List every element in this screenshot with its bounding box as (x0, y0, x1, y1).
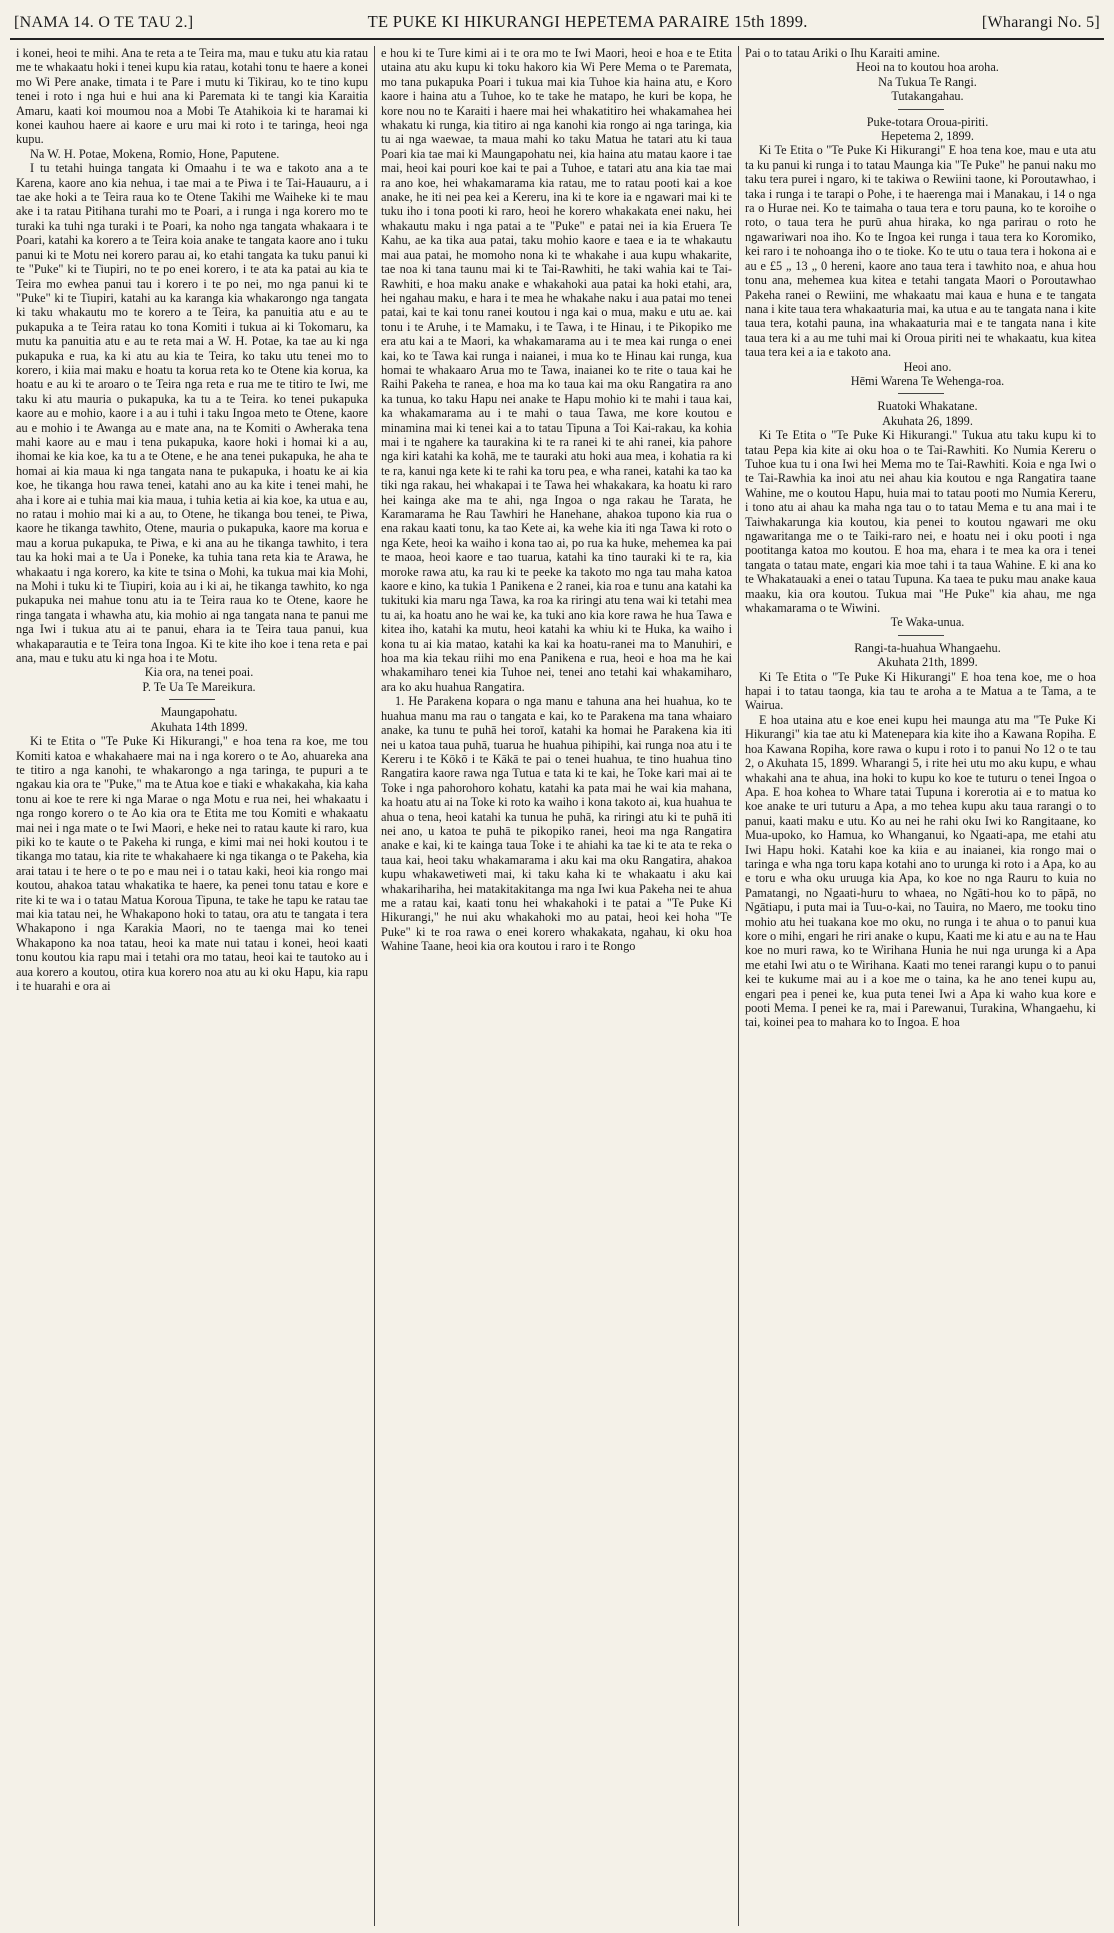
letter-ruatoki: Ki Te Etita o "Te Puke Ki Hikurangi." Tukua atu taku kupu ki to tatau Pepa kia kite ai oku hoa o te Tai-Rawhiti. Ko Numia Kereru o Tuhoe kua tu i ona Iwi hei Mema mo te Tai-Rawhiti. Koia e nga Iwi o te Tai-Rawhia ka inoi atu nei ahau kia koutou e nga Rangatira taane Wahine, me o koutou Hapu, huia mai to tatau pooti mo Numia Kereru, i tono atu ai ahau ka maha nga tau o to tatau Mema e tu ana mai i te Taiwhakarunga kia koutou, kia penei to koutou ngawari me oku ngawaritanga me o te Taiki-raro nei, e hoatu nei i oku pooti i nga pootitanga katoa mo koutou. E hoa ma, ehara i te mea ka ora i tenei tangata o tatau mate, engari kia moe tahi i ta taua Wahine. E ki ana ko te Whakatauaki a enei o tatau Tupuna. Ka taea te puku mau anake kaua maaku, kia ora koutou. Tukua mai "He Puke" kia ahau, me nga whakamarama o te Wiwini. (745, 428, 1096, 616)
letter-closing: Heoi na to koutou hoa aroha. (856, 60, 999, 75)
columns (10, 46, 1104, 1926)
letter-closing: Kia ora, na tenei poai. (144, 665, 254, 680)
letter-date: Akuhata 14th 1899. (150, 719, 248, 734)
letter-signature: Na W. H. Potae, Mokena, Romio, Hone, Paputene. (30, 146, 280, 161)
letter-whangaehu-body: E hoa utaina atu e koe enei kupu hei maunga atu ma "Te Puke Ki Hikurangi" kia tae atu ki Matenepara kia kite iho a Kawana Ropiha. E hoa Kawana Ropiha, kore rawa o kupu i roto i to panui No 12 o te tau 2, o Akuhata 15, 1899. Wharangi 5, i rite hei utu mo aku kupu, e whau whakahi ana te ahua, ina hoki to kupu ko koe te tuturu o tenei Ingoa o Apa. E hoa kohea to Whare tatai Tupuna i korerotia ai e to matua ko koe anake te uri tuturu a Apa, a mo tehea kupu aku taua rarangi o to panui, kaati maku e utu. Ko au nei he rahi oku Iwi ko Rangitaane, ko Mua-upoko, ko Hamua, ko Whanganui, ko Ngaati-apa, me etahi atu Iwi Hapu hoki. Katahi koe ka kiia e au inaianei, kia rongo mai o taringa e wha nga toru kapa kotahi ano to urunga ki roto i a Apa, ko au e toru e wha oku uruuga kia Apa, ko koe no nga Rauru to kuia no Pamatangi, no Ngaati-huru to whaea, no Ngāti-hou ko to pāpā, no Ngātiapu, i puta mai ia Tuu-o-kai, no Tauira, no Maero, me tooku tino mohio atu hei tuakana koe mo oku, no runga i te ahua o to panui kua kore o mihi, engari he riri anake o kupu, Kaati me ki atu e au na te Hau koe no muri rawa, ko te Wirihana Hunia he nui nga urunga ki a Apa me etahi Iwi atu o te Wirihana. Kaati mo tenei rarangi kupu o to panui kei te kukume mai au i a koe me o taina, ka he ano tenei kupu au, engari pea i penei ke, kua puta tenei Iwi a Apa ki waho kua kore e pooti Mema. I penei ke ra, mai i Parewanui, Turakina, Whangaehu, ki tai, koinei pea to mahara ko to Ingoa. E hoa (745, 712, 1096, 1030)
letter-place-heading: Rangi-ta-huahua Whangaehu. (854, 640, 1001, 655)
letter-place-heading: Maungapohatu. (160, 705, 238, 720)
issue-number: [NAMA 14. O TE TAU 2.] (14, 14, 194, 31)
column-2 (374, 46, 738, 1926)
letter-omaahu: I tu tetahi huinga tangata ki Omaahu i te wa e takoto ana a te Karena, kaore ano kia nehua, i tae mai a te Piwa i te Tai-Hauauru, a i tae ake hoki a te Teira raua ko te Otene Takihi me Waiheke ki te mau ake i ta ratau Pitihana turahi mo te Poari, a i runga i nga korero mo te turaki ka tuhi nga turaki i te Poari, ka noho nga tangata whakaara i te Poari, katahi ka korero a te Teira koia anake te tangata kaore ano i tuku panui ki te Motu nei korero parau ai, ko etahi tangata ka tuku panui ki te "Puke" ki te Tiupiri, no te po enei korero, i te ata ka patai au kia te Teira mo ewhea panui tau i korero i te po nei, mo nga panui ki te "Puke" ki te Tiupiri, katahi au ka karanga kia whakarongo nga tangata ki taku whakautu mo te korero a te Teira, ka panuitia atu e au te pukapuka a te Teira ratau ko tona Komiti i tukua ai ki Tokomaru, ka mutu ka panuitia atu e au te reta mai a W. H. Potae, ka tae au ki nga pukapuka e rua, ka ki atu au kia te Teira, ko taku utu tenei mo to korero, i kiia mai maku e hoatu ta korua reta ko te Otene kia korua, ka hoatu e au ki te aroaro o te Teira nga reta e rua me te titiro te Iwi, me taku ki atu mauria o pukapuka, ka tu a te Teira. ko tenei pukapuka kaore au e mohio, kaore i a au i tuhi i taku Ingoa meto te Otene, kaore au e mohio i te Awanga au e mate ana, na te Komiti o Awheraka tena mahi kaore au e mau i tena pukapuka, kaore hoki i homai ki a au, ihomai ke kia koe, ka tu a te Otene, e he ana tenei pukapuka, he aha te homai ai kia maua ki nga tangata nana te pukapuka, i hoatu ke ai kia koe, he tikanga hou rawa tenei, katahi ano au ka kite i tenei mahi, he aha i kore ai e tuhia mai kia maua, i tuhia ketia ai kia koe, ka utua e au, no ratau i mohio mai ki a au, to Otene, he tikanga bou tenei, te Piwa, kaore he tikanga tawhito, Otene, mauria o pukapuka, kaore ma korua e mau a korua pukapuka, te Piwa, e ki ana au he tikanga tawhito, i tera tau ka hoki mai a te Ua i Poneke, ka tuhia tana reta kia te Arawa, he whakaatu i nga korero, ka kite te tsina o Mohi, ka tukua mai kia Mohi, na Mohi i tuku ki te Tiupiri, koia au i ki ai, he tikanga tawhito, ko nga pukapuka nei mahue tonu atu ia te Teira raua ko te Otene, kaore he ringa tangata i whawha atu, kia mohio ai nga tangata nana te panui me nga Iwi i tukua atu ai te panui, ehara ia te Teira taua panui, kua whakaparautia e te Teira tona Ingoa. Ki te kite iho koe i tena reta e pai ana, mau e tuku atu ki nga hoa i te Motu. (16, 161, 368, 666)
divider (898, 109, 944, 110)
newspaper-title-date: TE PUKE KI HIKURANGI HEPETEMA PARAIRE 15th 1899. (367, 12, 808, 31)
letter-continuation: i konei, heoi te mihi. Ana te reta a te Teira ma, mau e tuku atu kia ratau me te whakaatu hoki i tenei kupu kia ratau, kotahi tonu te haere a konei mo Wi Pere anake, timata i te Pare i mutu ki Tikirau, ko te tino kupu tenei i roto i nga hui e hui ana ki Paremata ki te tangi kia Karaitia Amaru, kaati koi moumou noa a Mobi Te Atahikoia ki te haramai ki konei kauhou haere ai kaore e uru mai ki roto i te taringa, heoi nga kupu. (16, 46, 368, 147)
divider (898, 393, 944, 394)
letter-whangaehu-greeting: Ki Te Etita o "Te Puke Ki Hikurangi" E hoa tena koe, me o hoa hapai i to tatau taonga, kia tau te aroha a te Matua a te Tama, a te Wairua. (745, 669, 1096, 713)
letter-continuation: Pai o to tatau Ariki o Ihu Karaiti amine. (745, 46, 940, 60)
letter-signature: P. Te Ua Te Mareikura. (142, 679, 256, 694)
letter-place-heading: Ruatoki Whakatane. (877, 399, 978, 414)
letter-oroua-piriti: Ki Te Etita o "Te Puke Ki Hikurangi" E hoa tena koe, mau e uta atu ta ku panui ki runga i to tatau Maunga kia "Te Puke" he panui naku mo taku tera purei i ngaro, ki te takiwa o Rewiini taone, ki Poroutawhao, i taka i runga i te tarapi o Pohe, i te haerenga mai i Manakau, i 14 o nga ra o Hurae nei. Ko te taimaha o taua tera e toru pauna, ko te koroihe o roto, o taua tera he purū ahua hiraka, ko nga parirau o roto he ngawariwari noa iho. Ko te Ingoa kei runga i taua tera ko Koromiko, kei raro i te nohoanga iho o te tioke. Ko te utu o taua tera i hokona ai e au e £5 „ 13 „ 0 hereni, kaore ano taua tera i tawhito noa, e ahua hou tonu ana, mehemea kua kitea e tetahi tangata Maori o Poroutawhao Pakeha ranei o Rewiini, me whakaatu mai kaua e huna e te tangata nana i kite taua tera whakaaturia mai, ka utua e au te tangata nana i kite taua tera, kotahi pauna, ina whakaaturia mai e te tangata nana i kite taua tera ki a au me tuhi mai ki Oroua piriti nei te whakaatu, kua kitea taua tera kei a ia e takoto ana. (745, 143, 1096, 360)
masthead (10, 10, 1104, 40)
letter-section-1: 1. He Parakena kopara o nga manu e tahuna ana hei huahua, ko te huahua manu ma rau o tangata e kai, ko te Parakena ma tana whaiaro anake, ka tunu te puhā hei toroī, katahi ka homai he Parakena kia iti nei u katoa taua puhā, tuarua he huahua pihipihi, kai runga noa atu i te Kereru i te Kōkō i te Kākā te pai o tenei huahua, te tino huahua tino Rangatira kaore rawa nga Tutua e tata ki te kai, he Toke kari mai ai te Toke i nga pahorohoro kohatu, katahi ka pata mai he wai kia mahana, ka hoatu atu ai na Toke ki roto ka waiho i kona takoto ai, kua huahua te ahua o tena, heoi katahi ka tunua he puhā, ka riringi atu ki te puhā iti nei ano, u katoa te puhā te pikopiko ranei, heoi ma nga Rangatira anake e kai, ki te kainga taua Toke i te ahiahi ka tae ki te ata te reka o taua kai, heoi taku whakamarama i aku kai ma oku Rangatira, ahakoa kupu whakawetiweti mai, ki taku kaha ki te whakaatu i aku kai whakarihariha, hei matakitakitanga ma nga Iwi kua Pakeha nei te ahua me a ratau kai, kaati tonu hei whakahoki i te patai a "Te Puke Ki Hikurangi," he nui aku whakahoki mo au patai, heoi kei hoha "Te Puke" ki te roa rawa o enei korero whakakata, ngahau, ki oku hoa Wahine Taane, heoi kia ora koutou i raro i te Rongo (381, 694, 732, 954)
letter-signature: Hēmi Warena Te Wehenga-roa. (850, 373, 1005, 388)
letter-date: Akuhata 21th, 1899. (877, 655, 978, 670)
column-1 (10, 46, 374, 1926)
letter-signature: Te Waka-unua. (890, 615, 965, 630)
divider (898, 635, 944, 636)
letter-date: Akuhata 26, 1899. (882, 413, 973, 428)
letter-signature-place: Tutakangahau. (891, 89, 964, 104)
column-3 (738, 46, 1102, 1926)
letter-date: Hepetema 2, 1899. (881, 129, 974, 144)
page-number: [Wharangi No. 5] (981, 14, 1100, 31)
letter-maungapohatu: Ki te Etita o "Te Puke Ki Hikurangi," e hoa tena ra koe, me tou Komiti katoa e whakahaere mai na i nga korero o te Ao, ahuareka ana te titiro a nga kanohi, te whakarongo a nga taringa, te pupuri a te ngakau kia ora te "Puke," ma te Atua koe e tiaki e whakakaha, kia kaha tonu ai koe te rere ki nga Marae o nga Motu e rua nei, hei whakaatu i nga rongo korero o te Ao kia ora te Etita me tou Komiti e whakaatu mai nei i nga mate o te Iwi Maori, e heke nei to ratau kaute ki raro, kua piki ko te kaute o te Pakeha ki runga, e kimi mai nei hoki koutou i te tikanga mo tatau, kia rite te whakahaere ki nga tikanga o te Pakeha, kia arai tatau i te here o te po e mau nei i o tatau kaki, heoi kia rongo mai koutou, ahakoa tatau whakatika te haere, ka penei tonu tatau e kore e rite ki te wa i o tatau Matua Koroua Tipuna, te take he tapu ke ratau tae mai kia tatau nei, he Whakapono hoki to tatau, ora atu te tangata i tera Whakapono i nga Karakia Maori, no te taenga mai ko tenei Whakapono ka noa tatau, heoi ka mate nui tatau i konei, heoi kaati tonu koutou kia rapu mai i tetahi ora mo tatau, heoi kai te tautoko au i aua korero a koutou, otira kua korero noa atu au ki oku Hapu, kia rapu i te huarahi e ora ai (16, 734, 368, 993)
divider (169, 699, 215, 700)
letter-signature: Na Tukua Te Rangi. (878, 74, 977, 89)
letter-continuation: e hou ki te Ture kimi ai i te ora mo te Iwi Maori, heoi e hoa e te Etita utaina atu aku kupu ki toku hakoro kia Wi Pere Mema o te Paremata, mo tana pukapuka Poari i tukua mai kia Tuhoe kia haina atu, e Koro kaore i haina atu a Tuhoe, ko te take he matapo, he kuri be kopa, he kore nou no te Karaiti i haere mai hei whakatitiro hei whakamahea hei whakatu ki runga, kia titiro ai nga kanohi kia rongo ai nga taringa, kia tu ai nga waewae, ta maua mahi ko taku Matua he tatari atu ki taua Poari kia tae mai ki Maungapohatu nei, kia haina atu matau kaore i tae mai, heoi kai pouri koe kai te pai a Tuhoe, e tatari atu ana kia tae mai ra ano koe, hei whakamarama kia ratau, me to ratau pooti kai a koe anake, he iti nei pea kei a Kereru, ina ki te kore ia e ngawari mai ki te tuku iho i tona pooti ki raro, heoi he korero whakakata enei naku, hei whakautu maku i nga patai a te "Puke" e patai nei ia kia Eruera Te Kahu, ae ka tika aua patai, taku mohio kaore e taea e ia te whakautu mai aua patai, he momoho nona ki te whakahe i aua kupu whakarite, tae noa ki tana taunu mai ki te Tai-Rawhiti, he taki wahia kai te Tai-Rawhiti, e hoa maku anake e whakahoki aua patai ka hoki etahi, ara, hei ngahau maku, e hara i te mea he whakahe naku i aua patai mo tenei patai, kai te kai tonu ranei koutou i nga kai o mua, maku e utu ae. kai tonu i te Aruhe, i te Mamaku, i te Tawa, i te Hinau, i te Pikopiko me era atu kai a te Maori, ka whakamarama au i te mea kai runga o enei kai, ko te Tawa kai runga i naianei, i mua ko te Hinau kai runga, kua homai te whakaaro Arua mo te Tawa, inaianei ko te rite o taua kai he Raihi Pakeha te ranea, e hoa ma ko taua kai ma oku Rangatira ra ano ka tunua, ko taku Hapu nei anake te Hapu mohio ki te mahi i taua kai, ka whakamarama au i te mahi o taua Tawa, me kore koutou e minamina mai ki tenei kai a to tatau Tipuna a Toi Kai-rakau, ka kohia mai i te ngahere ka taurakina ki te ra ranei ki te ahi ranei, kia pahore nga kiri katahi ka kohā, me te tauraki atu hoki aua mea, i kohatia ra ki te ra, kanui nga kete ki te rahi ka toru pea, e wha ranei, katahi ka tao ka tiki nga rakau, hei whakapai i te Tawa hei whakakara, ka hoatu ki raro hei kainga ake ma te ahi, nga Ingoa o nga rakau he Tarata, he Karamarama he Rau Tawhiri he Hanehane, ahakoa tupono kia rua o ena rakau kaati tonu, ka tao Kete ai, ka wehe kia iti nga Tawa ki roto o nga Kete, heoi ka waiho i kona tao ai, po rua ka huke, mehemea ka pai te maoa, heoi kaore e tao tuarua, katahi ka tino tauraki ki te ra, kia moroke rawa atu, ka rau ki te peeke ka takoto mo nga tau maha katoa kaore e kino, ka tukia 1 Panikena e 2 ranei, kia roa e tunu ana katahi ka tukituki kia maru nga Tawa, ka roa ka riringi atu tena wai ki tetahi mea tu ai, ka hoatu ano he wai ke, ka tuki ano kia kore rawa he hua Tawa e kitea iho, katahi ka mutu, heoi katahi ka whiu ki te Huka, ka waiho i kona tu ai kia matao, katahi ka kai ka hoatu-ranei ma to Manuhiri, e hoa ma kia tekau riihi mo ena Panikena e rua, heoi e hoa ma he kai whakamiharo tenei kia Tuhoe nei, tenei ano tetahi kai whakamiharo, ara ko aku huahua Rangatira. (381, 46, 732, 694)
letter-place-heading: Puke-totara Oroua-piriti. (866, 114, 989, 129)
letter-closing: Heoi ano. (903, 359, 952, 374)
